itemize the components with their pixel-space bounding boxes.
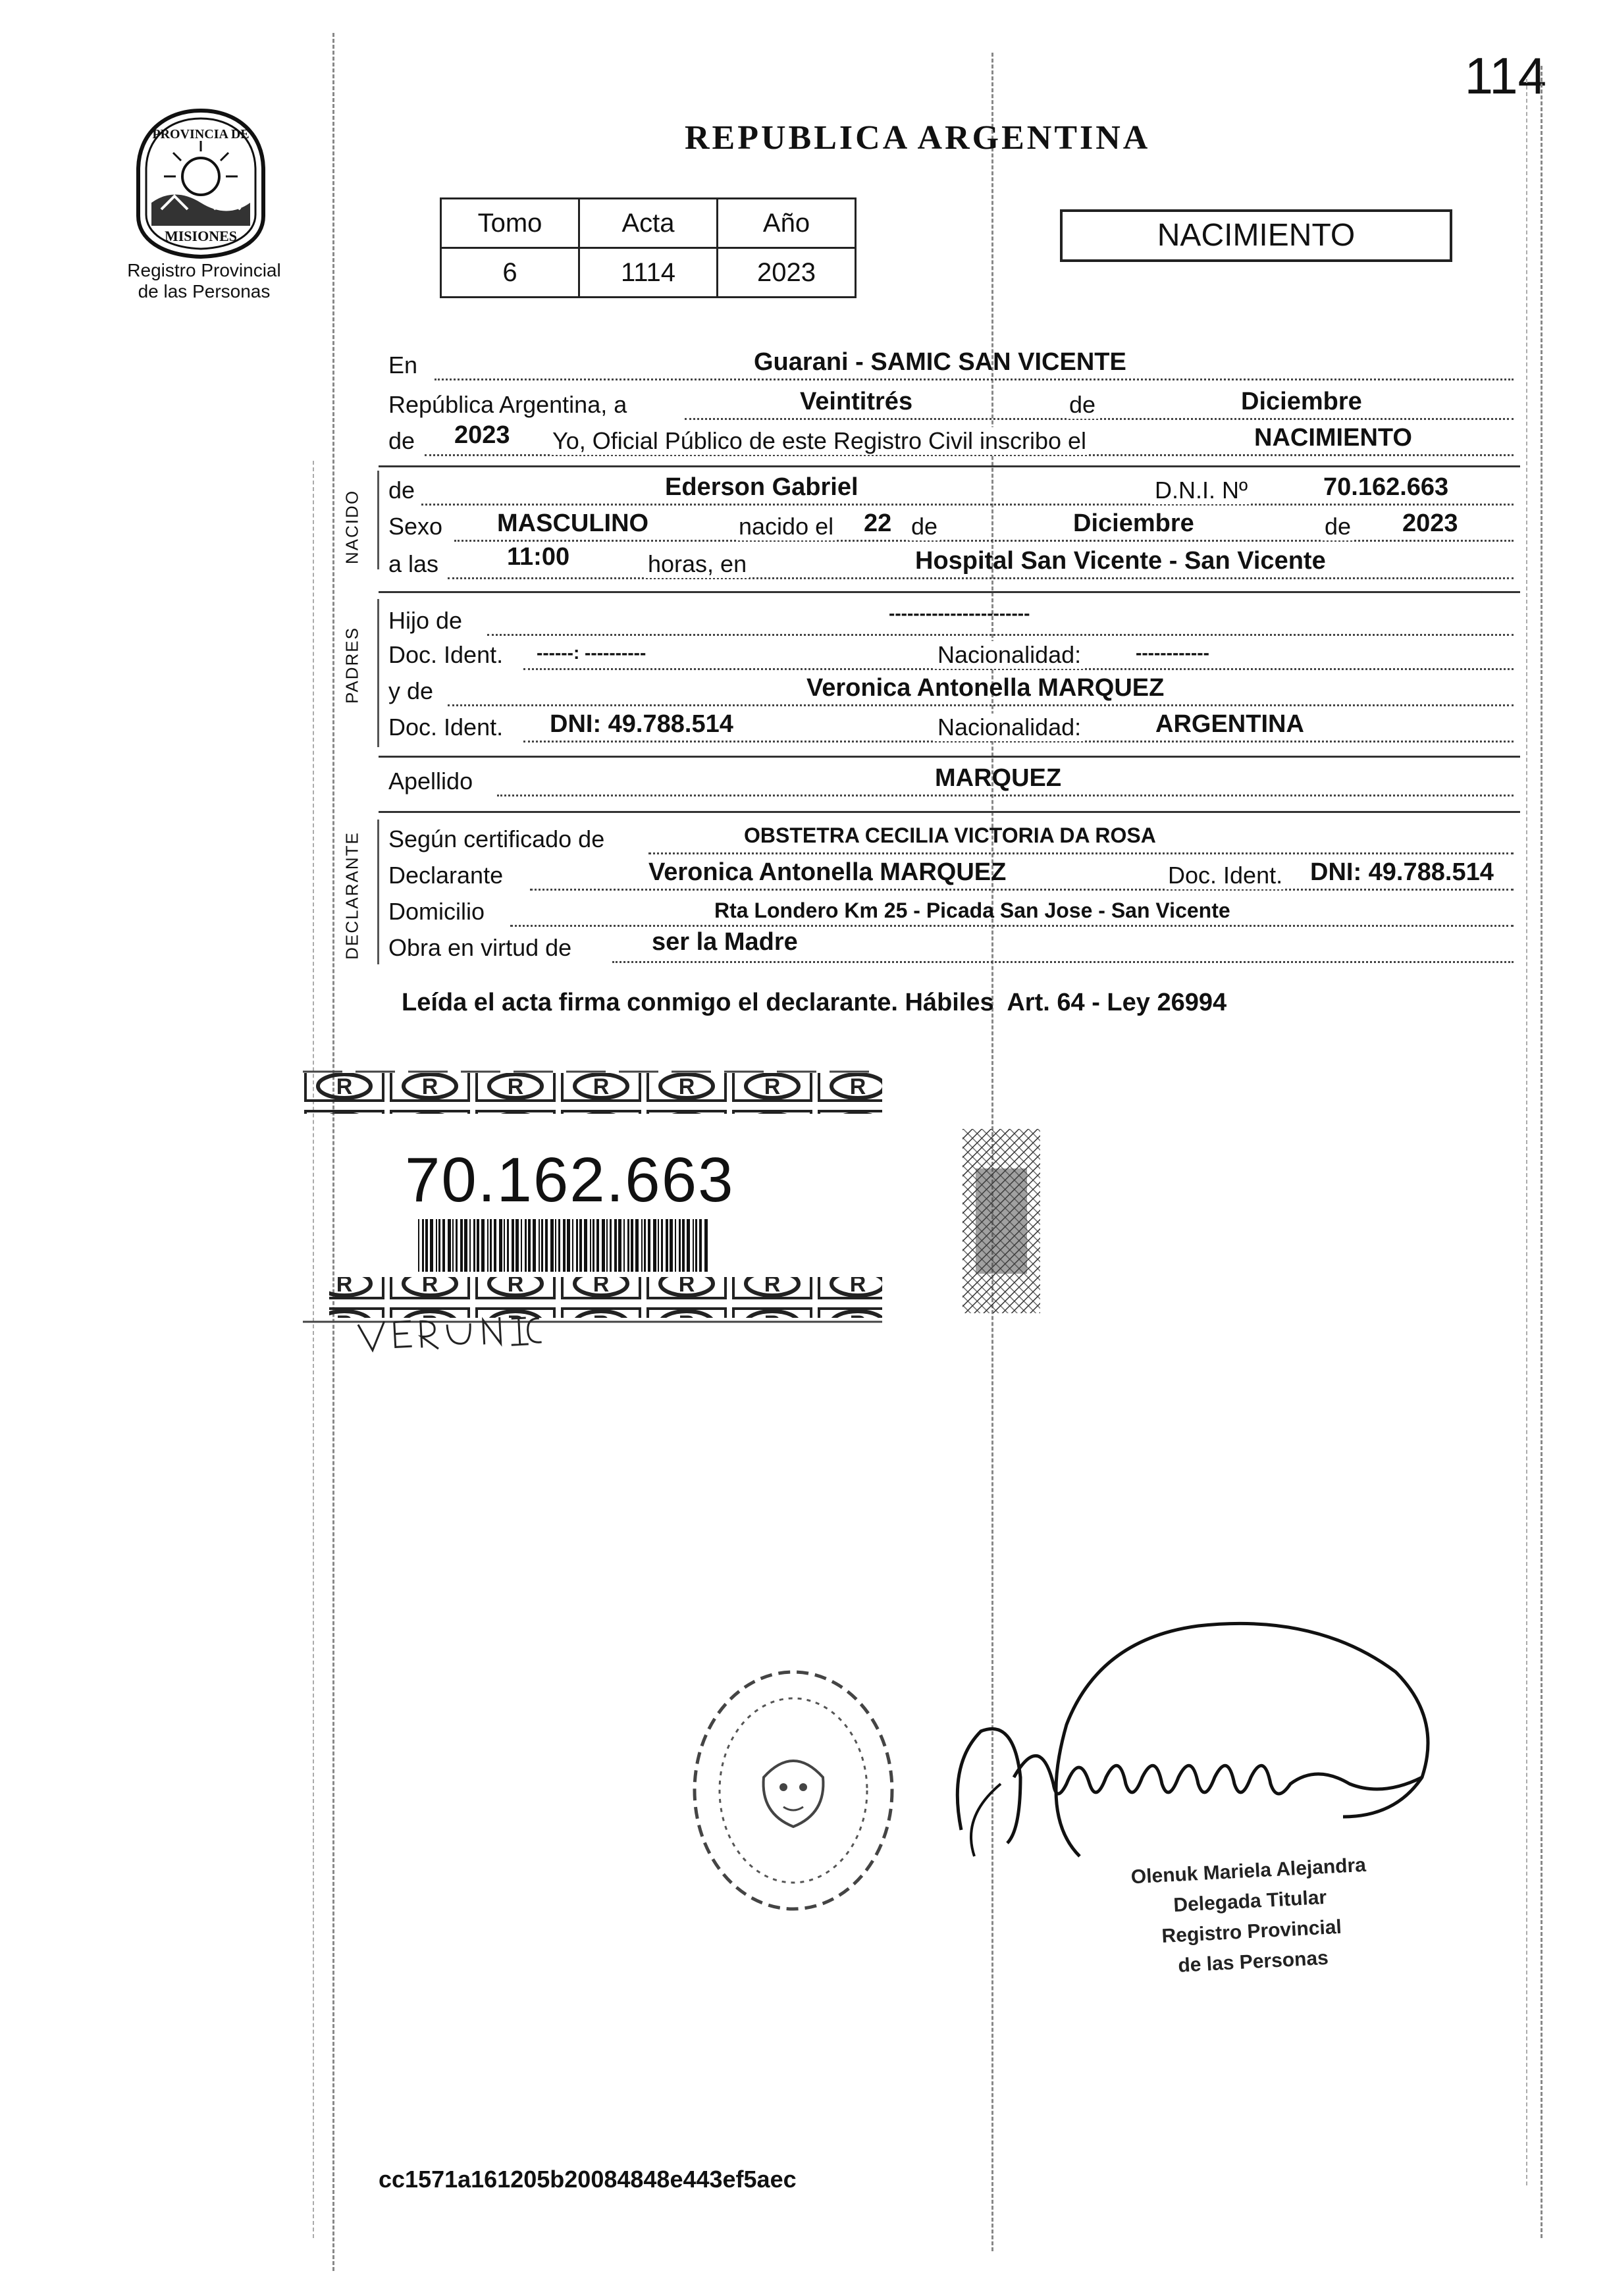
mother-nationality: ARGENTINA (1155, 710, 1304, 738)
acta-value-anio: 2023 (718, 248, 856, 298)
apellido-label: Apellido (388, 768, 473, 795)
nacido-row-2 (388, 510, 1514, 544)
section-rule-2 (379, 591, 1520, 593)
declarante-label: Declarante (388, 862, 504, 889)
acta-table (440, 197, 857, 298)
reading-statement: Leída el acta firma conmigo el declarante. Hábiles Art. 64 - Ley 26994 (402, 989, 1227, 1016)
declarante-doc: DNI: 49.788.514 (1310, 858, 1494, 886)
padres-row-3 (388, 675, 1514, 709)
padres-row-1 (388, 604, 1514, 639)
official-registry-2: de las Personas (1177, 1946, 1329, 1977)
father-doc: ------: ---------- (537, 642, 646, 663)
apellido-row (388, 765, 1514, 799)
registry-line-2: de las Personas (138, 281, 271, 301)
nacionalidad-label-2: Nacionalidad: (935, 714, 1084, 741)
place-value: Guarani - SAMIC SAN VICENTE (754, 348, 1126, 376)
intro-row-2 (388, 388, 1514, 423)
birth-de-1: de (909, 513, 940, 540)
declarante-row-2 (388, 859, 1514, 893)
page-number: 114 (1464, 47, 1546, 105)
nacido-side-label: NACIDO (342, 489, 362, 565)
birth-day: 22 (864, 509, 892, 537)
left-margin-line-2 (313, 461, 314, 2238)
official-title: Delegada Titular (1173, 1886, 1327, 1917)
child-dni: 70.162.663 (1323, 473, 1449, 501)
decl-doc-label: Doc. Ident. (1165, 862, 1285, 889)
certificado-value: OBSTETRA CECILIA VICTORIA DA ROSA (744, 823, 1156, 847)
handwritten-name (354, 1305, 548, 1367)
child-name: Ederson Gabriel (665, 473, 858, 501)
doc-ident-label-2: Doc. Ident. (388, 714, 504, 741)
month-value: Diciembre (1241, 388, 1362, 415)
nacido-el-label: nacido el (736, 513, 836, 540)
official-seal (685, 1659, 902, 1935)
domicilio-label: Domicilio (388, 898, 485, 925)
dni-label: D.N.I. Nº (1152, 477, 1250, 504)
acta-header-tomo: Tomo (441, 199, 579, 248)
intro-row-1 (388, 349, 1514, 383)
right-margin-line-2 (1526, 79, 1527, 2185)
declarante-name: Veronica Antonella MARQUEZ (648, 858, 1007, 886)
barcode (418, 1219, 708, 1272)
registry-line-1: Registro Provincial (127, 260, 281, 280)
apellido-value: MARQUEZ (935, 764, 1062, 792)
declarante-row-1 (388, 823, 1514, 857)
sexo-value: MASCULINO (497, 509, 649, 537)
nacionalidad-label-1: Nacionalidad: (935, 641, 1084, 669)
de-label-2: de (388, 427, 415, 454)
official-registry: Registro Provincial (1161, 1916, 1342, 1948)
security-hologram (963, 1129, 1040, 1313)
barcode-number: 70.162.663 (405, 1145, 735, 1215)
y-de-label: y de (388, 677, 434, 704)
birth-time: 11:00 (507, 543, 570, 571)
birth-place: Hospital San Vicente - San Vicente (915, 547, 1326, 575)
acta-value-acta: 1114 (579, 248, 718, 298)
father-name: ----------------------- (889, 603, 1030, 623)
birth-month: Diciembre (1073, 509, 1194, 537)
intro-row-3 (388, 421, 1514, 459)
section-rule-1 (379, 465, 1520, 467)
section-rule-4 (379, 811, 1520, 813)
official-stamp-text (1077, 1848, 1425, 1987)
declarante-side-label: DECLARANTE (342, 831, 362, 960)
right-margin-line (1541, 66, 1543, 2238)
day-value: Veintitrés (800, 388, 913, 415)
segun-label: Según certificado de (388, 825, 605, 852)
document-type-box: NACIMIENTO (1060, 209, 1452, 262)
republica-label: República Argentina, a (388, 391, 627, 418)
father-nationality: ------------ (1136, 642, 1209, 663)
section-rule-3 (379, 756, 1520, 758)
document-hash: cc1571a161205b20084848e443ef5aec (379, 2166, 797, 2193)
nacido-row-3 (388, 543, 1514, 582)
logo-bottom-text: MISIONES (164, 228, 238, 244)
official-name: Olenuk Mariela Alejandra (1130, 1854, 1367, 1889)
event-value: NACIMIENTO (1254, 424, 1412, 452)
nacido-bracket (377, 471, 379, 569)
logo-top-text: PROVINCIA DE (152, 127, 250, 142)
horas-label: horas, en (645, 550, 749, 578)
padres-side-label: PADRES (342, 627, 362, 704)
en-label: En (388, 352, 418, 378)
declarante-bracket (377, 820, 379, 964)
declarante-row-3 (388, 895, 1514, 929)
year-value: 2023 (454, 421, 510, 449)
de-label: de (1067, 391, 1098, 419)
registry-label (99, 260, 309, 302)
domicilio-value: Rta Londero Km 25 - Picada San Jose - San Vicente (714, 899, 1230, 922)
nacido-row-1 (388, 474, 1514, 508)
a-las-label: a las (388, 550, 439, 577)
yo-text: Yo, Oficial Público de este Registro Civil inscribo el (550, 427, 1089, 455)
acta-header-acta: Acta (579, 199, 718, 248)
mother-name: Veronica Antonella MARQUEZ (806, 674, 1165, 702)
birth-de-2: de (1322, 513, 1354, 540)
declarante-row-4 (388, 928, 1514, 966)
hijo-de-label: Hijo de (388, 607, 463, 634)
padres-bracket (377, 599, 379, 747)
acta-header-anio: Año (718, 199, 856, 248)
padres-row-2 (388, 639, 1514, 673)
birth-year: 2023 (1402, 509, 1458, 537)
sexo-label: Sexo (388, 513, 443, 540)
mother-doc: DNI: 49.788.514 (550, 710, 733, 738)
acta-value-tomo: 6 (441, 248, 579, 298)
province-logo (122, 104, 280, 262)
obra-label: Obra en virtud de (388, 934, 572, 961)
obra-value: ser la Madre (652, 928, 798, 956)
padres-row-4 (388, 711, 1514, 745)
nacido-de-label: de (388, 477, 415, 504)
country-title: REPUBLICA ARGENTINA (685, 119, 1151, 157)
doc-ident-label-1: Doc. Ident. (388, 641, 504, 668)
